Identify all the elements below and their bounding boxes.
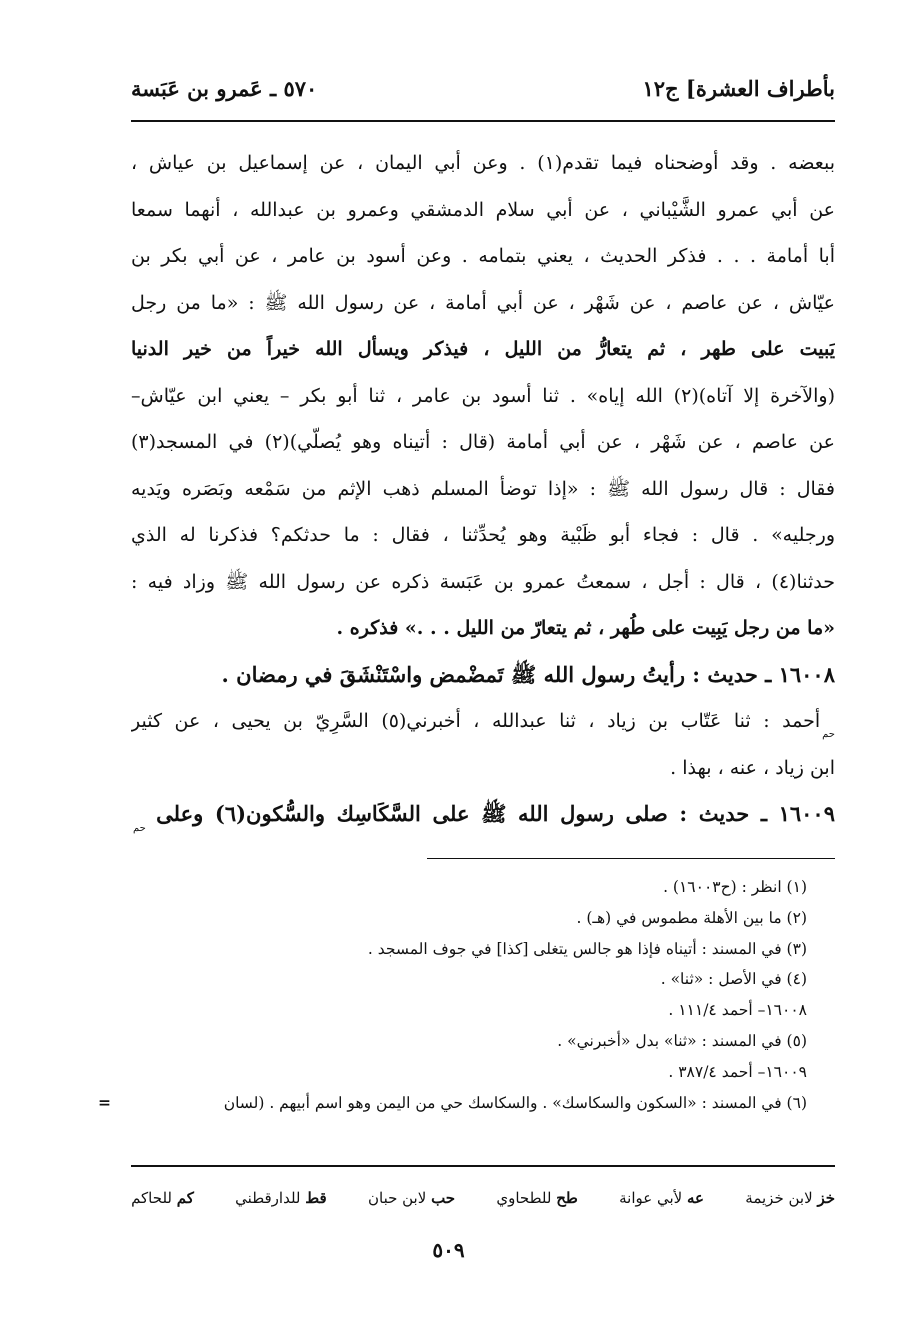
footer-rule [131,1165,835,1167]
footnote: (٢) ما بين الأهلة مطموس في (هـ) . [576,908,807,927]
footnote: (٤) في الأصل : «ثنا» . [660,970,807,989]
header-rule [131,120,835,122]
footnote: (٥) في المسند : «ثنا» بدل «أخبرني» . [557,1031,807,1050]
abbreviation: كم للحاكم [131,1189,194,1207]
isnad-text: أحمد : ثنا عَتّاب بن زياد ، ثنا عبدالله ، أخبرني(٥) السَّرِيّ بن يحيى ، عن كثير [131,710,821,732]
text-line: حدثنا(٤) ، قال : أجل ، سمعتُ عمرو بن عَبَسة ذكره عن رسول الله ﷺ وزاد فيه : [131,570,835,593]
text-line: ورجليه» . قال : فجاء أبو ظَبْية وهو يُحدِّثنا ، فقال : ما حدثكم؟ فذكرنا له الذي [131,524,835,546]
abbreviation: عه لأبي عوانة [619,1189,705,1207]
hadith-heading [131,652,835,699]
page-number: ٥٠٩ [432,1238,465,1262]
footnote-rule [427,858,835,859]
continuation-mark: = [98,1092,111,1112]
abbreviation: طح للطحاوي [496,1189,578,1207]
abbreviations-key [131,1182,835,1214]
text-line: فقال : قال رسول الله ﷺ : «إذا توضأ المسلم ذهب الإثم من سَمْعه وبَصَره ويَديه [131,477,835,500]
text-line: أبا أمامة . . . فذكر الحديث ، يعني بتمامه . وعن أسود بن عامر ، عن أبي بكر بن [131,245,835,267]
footnote: (١) انظر : (ح١٦٠٠٣) . [663,878,807,896]
book-title: بأطراف العشرة] ج١٢ [642,75,835,101]
text-line: عيّاش ، عن عاصم ، عن شَهْر ، عن أبي أمامة ، عن رسول الله ﷺ : «ما من رجل [131,291,835,314]
text-line: ببعضه . وقد أوضحناه فيما تقدم(١) . وعن أبي اليمان ، عن إسماعيل بن عياش ، [131,152,835,174]
abbreviation: قط للدارقطني [235,1189,327,1207]
abbreviation: خز لابن خزيمة [745,1189,835,1207]
text-line: ابن زياد ، عنه ، بهذا . [670,756,835,779]
footnote: (٣) في المسند : أتيناه فإذا هو جالس يتغلى [كذا] في جوف المسجد . [367,939,807,958]
text-line: عن عاصم ، عن شَهْر ، عن أبي أمامة (قال : أتيناه وهو يُصلّي)(٢) في المسجد(٣) [131,431,835,453]
text-line: (والآخرة إلا آتاه)(٢) الله إياه» . ثنا أسود بن عامر ، ثنا أبو بكر – يعني ابن عيّاش– [131,384,835,407]
main-text [131,140,835,838]
text-line: يَبيت على طهر ، ثم يتعارُّ من الليل ، فيذكر ويسأل الله خيراً من خير الدنيا [131,338,835,360]
text-line [131,698,835,745]
hadith-heading [131,791,835,838]
section-title: ٥٧٠ ـ عَمرو بن عَبَسة [131,75,318,101]
source-symbol: حم [133,823,146,834]
text-line: عن أبي عمرو الشَّيْباني ، عن أبي سلام الدمشقي وعمرو بن عبدالله ، أنهما سمعا [131,198,835,221]
hadith-title: ١٦٠٠٨ ـ حديث : رأيتُ رسول الله ﷺ تَمضْمض واسْتَنْشَقَ في رمضان . [221,661,835,687]
footnote: ١٦٠٠٨– أحمد ١١١/٤ . [668,1001,807,1020]
footnote [100,1088,807,1119]
footnote-text: (٦) في المسند : «السكون والسكاسك» . والسكاسك حي من اليمن وهو اسم أبيهم . (لسان [223,1093,807,1112]
running-header [131,68,835,108]
hadith-title: ١٦٠٠٩ ـ حديث : صلى رسول الله ﷺ على السَّكَاسِك والسُّكون(٦) وعلى [156,801,835,826]
footnote: ١٦٠٠٩– أحمد ٣٨٧/٤ . [668,1062,807,1081]
source-symbol: حم [822,729,835,740]
footnotes [100,872,807,1118]
abbreviation: حب لابن حبان [367,1189,456,1207]
text-line: «ما من رجل يَبِيت على طُهر ، ثم يتعارّ من الليل . . .» فذكره . [336,617,835,639]
